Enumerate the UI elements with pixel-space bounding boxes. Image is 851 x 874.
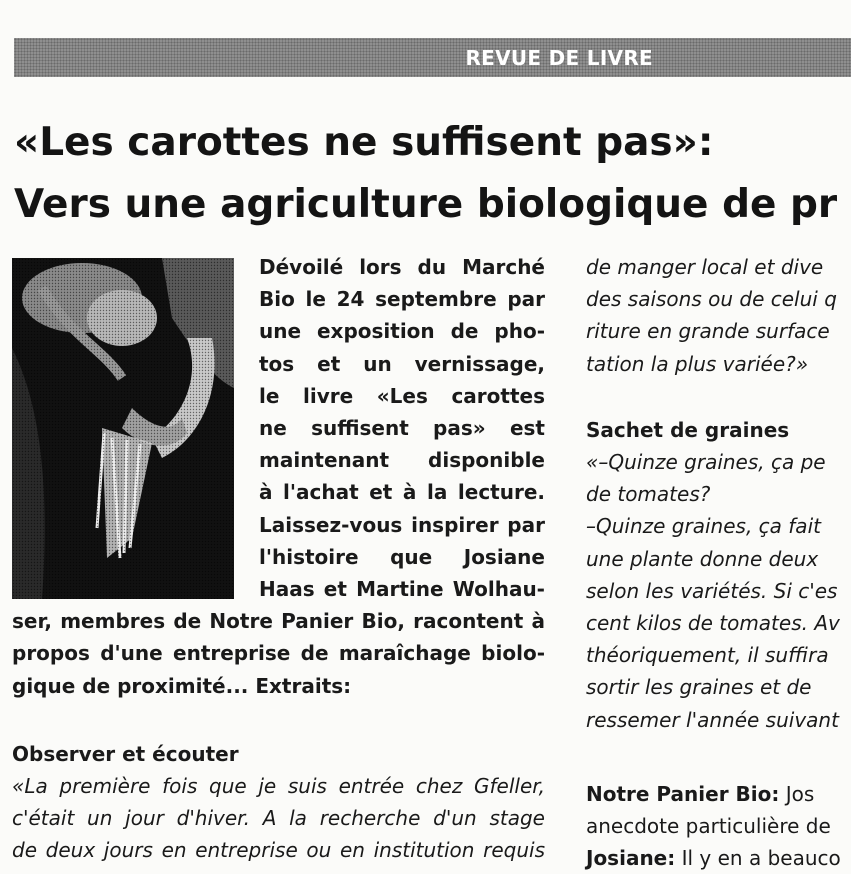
intro-line: Bio le 24 septembre par [259, 287, 545, 312]
article-column-2 [586, 251, 851, 874]
interviewer-label: Notre Panier Bio: [586, 781, 780, 806]
quote-line: –Quinze graines, ça fait [586, 514, 821, 539]
intro-line: Haas et Martine Wolhau- [259, 577, 545, 602]
intro-line: Laissez-vous inspirer par [259, 512, 545, 537]
intro-line: à l'achat et à la lecture. [259, 480, 545, 505]
quote-line: de manger local et dive [586, 255, 824, 279]
intro-line: tos et un vernissage, [259, 351, 545, 376]
interview-block [586, 778, 851, 874]
interview-question [586, 778, 851, 810]
title-line-2: Vers une agriculture biologique de pr [14, 182, 838, 227]
intro-line: une exposition de pho- [259, 319, 545, 344]
section-banner [14, 38, 851, 77]
interview-line: anecdote particulière de [586, 814, 831, 839]
intro-line: ne suffisent pas» est [259, 416, 545, 441]
article-column-1 [12, 251, 545, 867]
intro-paragraph-bottom [12, 605, 545, 702]
quote-line: riture en grande surface [586, 319, 830, 344]
quote-continued [586, 251, 851, 380]
section-heading-sachet: Sachet de graines [586, 417, 790, 442]
section-label: REVUE DE LIVRE [465, 46, 653, 70]
quote-line: tation la plus variée?» [586, 351, 809, 376]
quote-line: c'était un jour d'hiver. A la recherche d'un stage [12, 806, 545, 831]
quote-paragraph-1 [12, 770, 545, 867]
quote-line: ressemer l'année suivant [586, 707, 839, 732]
intro-line: le livre «Les carottes [259, 383, 545, 408]
quote-line: de deux jours en entreprise ou en institution requis [12, 838, 545, 863]
answer-label: Josiane: [586, 846, 676, 871]
paragraph-spacer [586, 736, 851, 768]
quote-line: «La première fois que je suis entrée chez Gfeller, [12, 774, 545, 799]
section-heading-observer: Observer et écouter [12, 741, 239, 766]
intro-line: propos d'une entreprise de maraîchage biolo- [12, 641, 545, 666]
quote-line: théoriquement, il suffira [586, 643, 829, 668]
quote-line: une plante donne deux [586, 546, 819, 571]
interview-answer [586, 842, 851, 874]
intro-line: Dévoilé lors du Marché [259, 255, 545, 279]
quote-line: de tomates? [586, 482, 711, 507]
intro-paragraph-top [259, 251, 545, 605]
interview-question-text: Jos [779, 781, 815, 806]
intro-line: ser, membres de Notre Panier Bio, racontent à [12, 609, 545, 634]
intro-line: maintenant disponible [259, 448, 545, 473]
article-title [14, 112, 837, 236]
quote-line: selon les variétés. Si c'es [586, 578, 838, 603]
title-line-1: «Les carottes ne suffisent pas»: [14, 120, 714, 165]
intro-line: l'histoire que Josiane [259, 544, 545, 569]
quote-line: «–Quinze graines, ça pe [586, 450, 826, 475]
quote-line: sortir les graines et de [586, 675, 812, 700]
quote-line: des saisons ou de celui q [586, 287, 837, 312]
quote-line: cent kilos de tomates. Av [586, 611, 840, 636]
intro-line: gique de proximité... Extraits: [12, 673, 352, 698]
quote-paragraph-2 [586, 446, 851, 736]
interview-answer-text: Il y en a beauco [675, 846, 841, 871]
